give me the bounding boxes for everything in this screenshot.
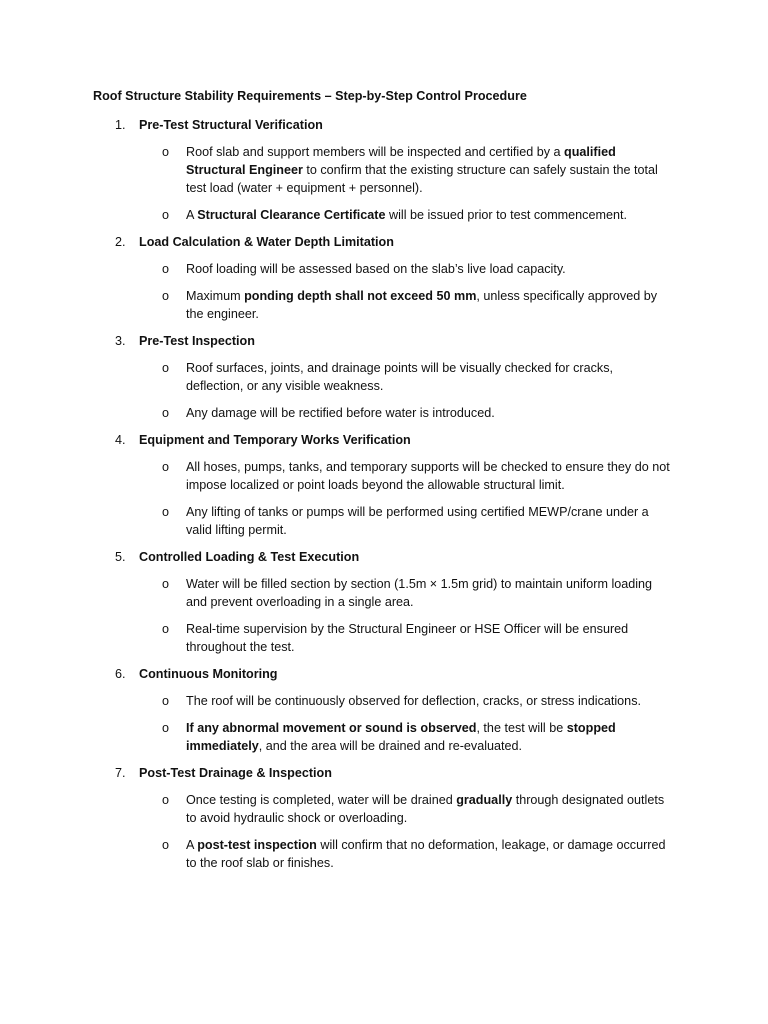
section-title: Post-Test Drainage & Inspection: [139, 766, 332, 780]
bullet-item: [93, 359, 678, 395]
document-title: Roof Structure Stability Requirements – Step-by-Step Control Procedure: [93, 89, 527, 103]
text-run: The roof will be continuously observed for deflection, cracks, or stress indications.: [186, 694, 641, 708]
section-number: 5.: [115, 550, 126, 564]
bullet-item: [93, 692, 678, 710]
bullet-item: [93, 206, 678, 224]
bullet-marker-icon: o: [162, 361, 170, 375]
bullet-text: [186, 838, 665, 870]
text-run: Maximum: [186, 289, 245, 303]
bullet-text: [186, 460, 670, 492]
bullet-text: [186, 577, 652, 609]
text-run: Roof loading will be assessed based on the slab’s live load capacity.: [186, 262, 566, 276]
text-run: , unless specifically approved by the engineer.: [186, 289, 658, 321]
section-number: 1.: [115, 118, 126, 132]
section-number: 7.: [115, 766, 126, 780]
procedure-section: [93, 665, 678, 755]
text-run: A: [186, 208, 198, 222]
text-run: to confirm that the existing structure can safely sustain the total test load (water + equipment + personnel).: [186, 163, 658, 195]
section-number: 4.: [115, 433, 126, 447]
text-run: , and the area will be drained and re-evaluated.: [258, 739, 523, 753]
bullet-text: [186, 289, 657, 321]
text-run: Water will be filled section by section (1.5m × 1.5m grid) to maintain uniform loading and prevent overloading in a single area.: [186, 577, 653, 609]
bullet-list: [93, 143, 678, 224]
text-run: All hoses, pumps, tanks, and temporary supports will be checked to ensure they do not impose localized or point loads beyond the allowable structural limit.: [186, 460, 670, 492]
procedure-section: [93, 764, 678, 872]
bullet-item: [93, 143, 678, 197]
bullet-marker-icon: o: [162, 505, 170, 519]
procedure-section: [93, 431, 678, 539]
bullet-marker-icon: o: [162, 262, 170, 276]
bold-text-run: If any abnormal movement or sound is observed: [186, 721, 477, 735]
bullet-list: [93, 791, 678, 872]
procedure-list: [93, 116, 678, 872]
text-run: Any lifting of tanks or pumps will be performed using certified MEWP/crane under a valid lifting permit.: [186, 505, 649, 537]
text-run: Real-time supervision by the Structural Engineer or HSE Officer will be ensured throughout the test.: [186, 622, 629, 654]
bold-text-run: stopped immediately: [186, 721, 616, 753]
section-heading: [93, 665, 678, 683]
text-run: A: [186, 838, 198, 852]
bullet-text: [186, 361, 613, 393]
text-run: Once testing is completed, water will be drained: [186, 793, 457, 807]
bullet-text: [186, 622, 628, 654]
bullet-item: [93, 260, 678, 278]
bullet-item: [93, 458, 678, 494]
bullet-item: [93, 620, 678, 656]
bold-text-run: ponding depth shall not exceed 50 mm: [244, 289, 477, 303]
text-run: Roof slab and support members will be inspected and certified by a: [186, 145, 565, 159]
bullet-text: [186, 505, 649, 537]
bullet-list: [93, 260, 678, 323]
procedure-section: [93, 116, 678, 224]
section-title: Equipment and Temporary Works Verification: [139, 433, 411, 447]
section-heading: [93, 116, 678, 134]
bullet-text: [186, 145, 658, 195]
section-heading: [93, 548, 678, 566]
section-title: Controlled Loading & Test Execution: [139, 550, 360, 564]
bullet-list: [93, 575, 678, 656]
bullet-text: [186, 721, 616, 753]
bullet-text: [186, 793, 664, 825]
bullet-list: [93, 359, 678, 422]
bullet-item: [93, 287, 678, 323]
section-title: Load Calculation & Water Depth Limitation: [139, 235, 394, 249]
section-title: Pre-Test Inspection: [139, 334, 255, 348]
bullet-marker-icon: o: [162, 622, 170, 636]
procedure-section: [93, 233, 678, 323]
bullet-text: [186, 208, 627, 222]
bold-text-run: post-test inspection: [197, 838, 317, 852]
section-title: Continuous Monitoring: [139, 667, 278, 681]
section-number: 2.: [115, 235, 126, 249]
text-run: Roof surfaces, joints, and drainage points will be visually checked for cracks, deflection, or any visible weakness.: [186, 361, 613, 393]
text-run: will confirm that no deformation, leakage, or damage occurred to the roof slab or finishes.: [186, 838, 666, 870]
bullet-item: [93, 503, 678, 539]
bullet-text: [186, 406, 495, 420]
section-heading: [93, 431, 678, 449]
bullet-text: [186, 694, 641, 708]
bullet-marker-icon: o: [162, 145, 170, 159]
bullet-list: [93, 692, 678, 755]
section-number: 3.: [115, 334, 126, 348]
bullet-marker-icon: o: [162, 208, 170, 222]
section-heading: [93, 332, 678, 350]
bold-text-run: Structural Clearance Certificate: [197, 208, 386, 222]
bullet-marker-icon: o: [162, 406, 170, 420]
bullet-list: [93, 458, 678, 539]
bullet-marker-icon: o: [162, 460, 170, 474]
bullet-marker-icon: o: [162, 721, 170, 735]
bullet-marker-icon: o: [162, 577, 170, 591]
bullet-text: [186, 262, 566, 276]
section-number: 6.: [115, 667, 126, 681]
text-run: , the test will be: [476, 721, 567, 735]
bold-text-run: qualified Structural Engineer: [186, 145, 616, 177]
bullet-item: [93, 719, 678, 755]
bullet-item: [93, 791, 678, 827]
section-heading: [93, 764, 678, 782]
bullet-item: [93, 575, 678, 611]
bullet-marker-icon: o: [162, 793, 170, 807]
bullet-item: [93, 836, 678, 872]
bullet-marker-icon: o: [162, 694, 170, 708]
section-title: Pre-Test Structural Verification: [139, 118, 323, 132]
procedure-section: [93, 548, 678, 656]
section-heading: [93, 233, 678, 251]
procedure-section: [93, 332, 678, 422]
bullet-marker-icon: o: [162, 289, 170, 303]
text-run: through designated outlets to avoid hydraulic shock or overloading.: [186, 793, 665, 825]
text-run: will be issued prior to test commencement.: [385, 208, 627, 222]
text-run: Any damage will be rectified before water is introduced.: [186, 406, 495, 420]
bullet-marker-icon: o: [162, 838, 170, 852]
bold-text-run: gradually: [456, 793, 513, 807]
bullet-item: [93, 404, 678, 422]
